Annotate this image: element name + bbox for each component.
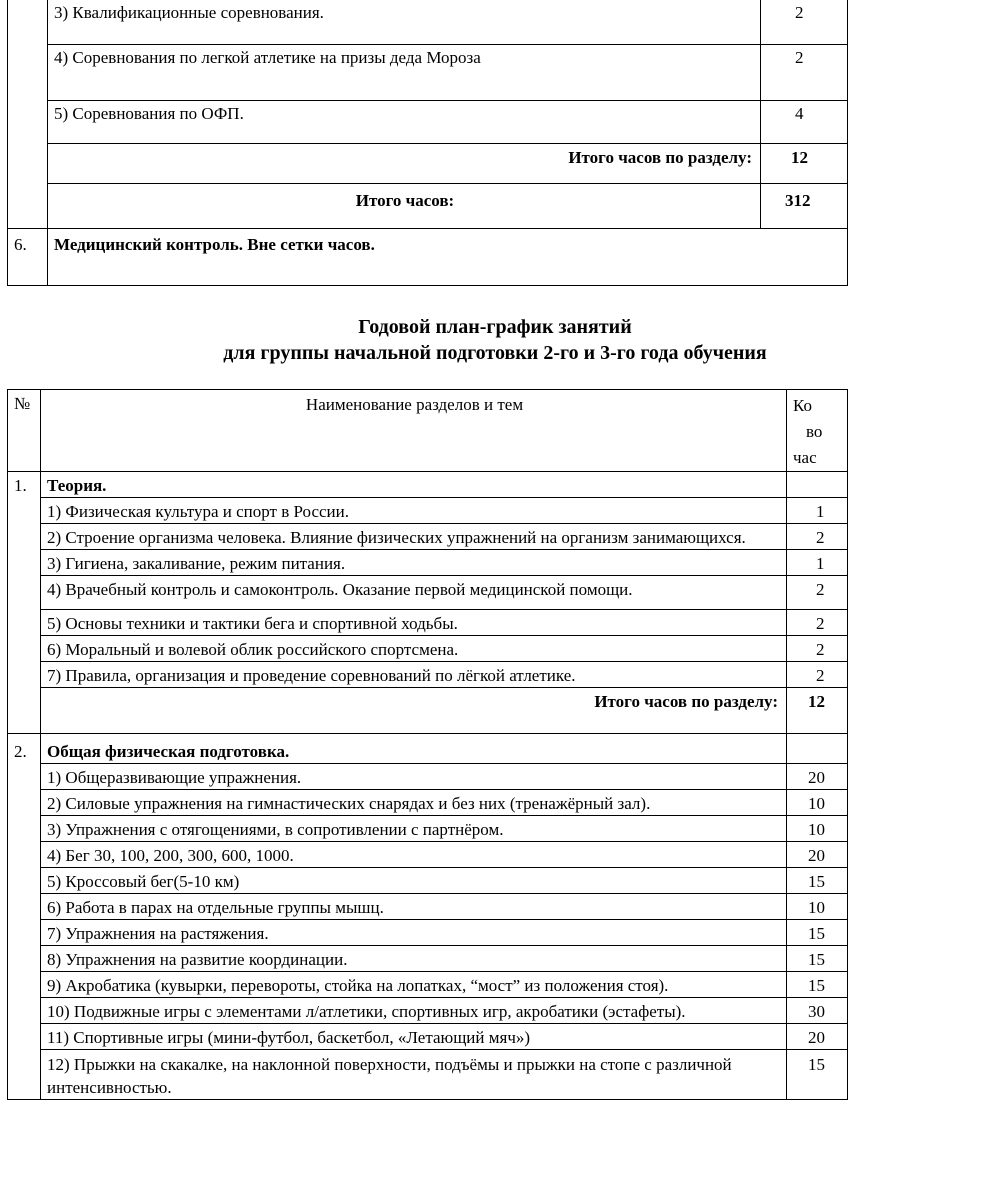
table-row — [8, 894, 848, 920]
row-text: 4) Соревнования по легкой атлетике на призы деда Мороза — [48, 45, 761, 101]
row-hours: 20 — [787, 764, 848, 790]
section-title: Общая физическая подготовка. — [41, 734, 787, 764]
row-text: 11) Спортивные игры (мини-футбол, баскетбол, «Летающий мяч») — [41, 1024, 787, 1050]
section-number: 2. — [8, 734, 41, 1100]
section-6-number: 6. — [8, 229, 48, 286]
row-hours: 15 — [787, 946, 848, 972]
row-hours: 10 — [787, 816, 848, 842]
header-hours-line: час — [793, 448, 817, 467]
table-row — [8, 0, 848, 45]
row-text: 2) Строение организма человека. Влияние физических упражнений на организм занимающихся. — [41, 524, 787, 550]
header-name: Наименование разделов и тем — [41, 390, 787, 472]
table-row — [8, 998, 848, 1024]
row-text: 3) Гигиена, закаливание, режим питания. — [41, 550, 787, 576]
row-text: 7) Правила, организация и проведение соревнований по лёгкой атлетике. — [41, 662, 787, 688]
table-row — [8, 764, 848, 790]
row-text: 4) Врачебный контроль и самоконтроль. Оказание первой медицинской помощи. — [41, 576, 787, 610]
row-hours: 2 — [787, 636, 848, 662]
row-text: 8) Упражнения на развитие координации. — [41, 946, 787, 972]
section-row — [8, 472, 848, 498]
row-hours: 1 — [787, 550, 848, 576]
section-total-value: 12 — [787, 688, 848, 734]
table-row — [8, 816, 848, 842]
table-row — [8, 576, 848, 610]
page-title: Годовой план-график занятий — [358, 316, 632, 338]
grand-total-value: 312 — [761, 184, 848, 229]
table-row — [8, 972, 848, 998]
page-subtitle: для группы начальной подготовки 2-го и 3-го года обучения — [223, 342, 767, 364]
grand-total-row — [8, 184, 848, 229]
row-text: 5) Кроссовый бег(5-10 км) — [41, 868, 787, 894]
row-hours: 15 — [787, 868, 848, 894]
number-cell — [8, 0, 48, 229]
header-number: № — [8, 390, 41, 472]
row-hours: 20 — [787, 1024, 848, 1050]
section-number: 1. — [8, 472, 41, 734]
section-total-row — [8, 688, 848, 734]
table-row — [8, 946, 848, 972]
row-text: 5) Соревнования по ОФП. — [48, 101, 761, 144]
plan-table — [7, 389, 848, 1100]
header-hours-line: Ко — [793, 396, 812, 415]
row-text: 9) Акробатика (кувырки, перевороты, стойка на лопатках, “мост” из положения стоя). — [41, 972, 787, 998]
row-hours: 2 — [787, 662, 848, 688]
row-text: 5) Основы техники и тактики бега и спортивной ходьбы. — [41, 610, 787, 636]
section-row — [8, 734, 848, 764]
top-table — [7, 0, 848, 286]
row-hours: 2 — [761, 0, 848, 45]
section-total-row — [8, 144, 848, 184]
row-text: 10) Подвижные игры с элементами л/атлетики, спортивных игр, акробатики (эстафеты). — [41, 998, 787, 1024]
row-hours: 15 — [787, 1050, 848, 1100]
table-row — [8, 1024, 848, 1050]
table-header-row — [8, 390, 848, 472]
row-text: 12) Прыжки на скакалке, на наклонной поверхности, подъёмы и прыжки на стопе с различной интенсивностью. — [41, 1050, 787, 1100]
header-hours-line: во — [806, 422, 823, 441]
table-row — [8, 636, 848, 662]
row-hours: 30 — [787, 998, 848, 1024]
section-6-row — [8, 229, 848, 286]
grand-total-label: Итого часов: — [48, 184, 761, 229]
table-row — [8, 1050, 848, 1100]
row-hours: 20 — [787, 842, 848, 868]
row-hours: 10 — [787, 894, 848, 920]
table-row — [8, 868, 848, 894]
row-text: 1) Общеразвивающие упражнения. — [41, 764, 787, 790]
row-hours: 15 — [787, 920, 848, 946]
row-hours: 10 — [787, 790, 848, 816]
table-row — [8, 524, 848, 550]
section-6-text: Медицинский контроль. Вне сетки часов. — [48, 229, 848, 286]
table-row — [8, 101, 848, 144]
row-text: 2) Силовые упражнения на гимнастических снарядах и без них (тренажёрный зал). — [41, 790, 787, 816]
section-total-label: Итого часов по разделу: — [41, 688, 787, 734]
empty-cell — [787, 472, 848, 498]
table-row — [8, 550, 848, 576]
table-row — [8, 498, 848, 524]
row-hours: 15 — [787, 972, 848, 998]
row-text: 6) Моральный и волевой облик российского спортсмена. — [41, 636, 787, 662]
row-text: 3) Квалификационные соревнования. — [48, 0, 761, 45]
table-row — [8, 610, 848, 636]
table-row — [8, 45, 848, 101]
section-total-label: Итого часов по разделу: — [48, 144, 761, 184]
table-row — [8, 920, 848, 946]
row-hours: 2 — [787, 524, 848, 550]
row-text: 1) Физическая культура и спорт в России. — [41, 498, 787, 524]
row-text: 7) Упражнения на растяжения. — [41, 920, 787, 946]
row-hours: 1 — [787, 498, 848, 524]
row-hours: 2 — [787, 610, 848, 636]
row-text: 3) Упражнения с отягощениями, в сопротивлении с партнёром. — [41, 816, 787, 842]
row-text: 4) Бег 30, 100, 200, 300, 600, 1000. — [41, 842, 787, 868]
table-row — [8, 790, 848, 816]
empty-cell — [787, 734, 848, 764]
row-hours: 4 — [761, 101, 848, 144]
table-row — [8, 662, 848, 688]
row-hours: 2 — [787, 576, 848, 610]
section-total-value: 12 — [761, 144, 848, 184]
table-row — [8, 842, 848, 868]
row-hours: 2 — [761, 45, 848, 101]
row-text: 6) Работа в парах на отдельные группы мышц. — [41, 894, 787, 920]
header-hours — [787, 390, 848, 472]
section-title: Теория. — [41, 472, 787, 498]
